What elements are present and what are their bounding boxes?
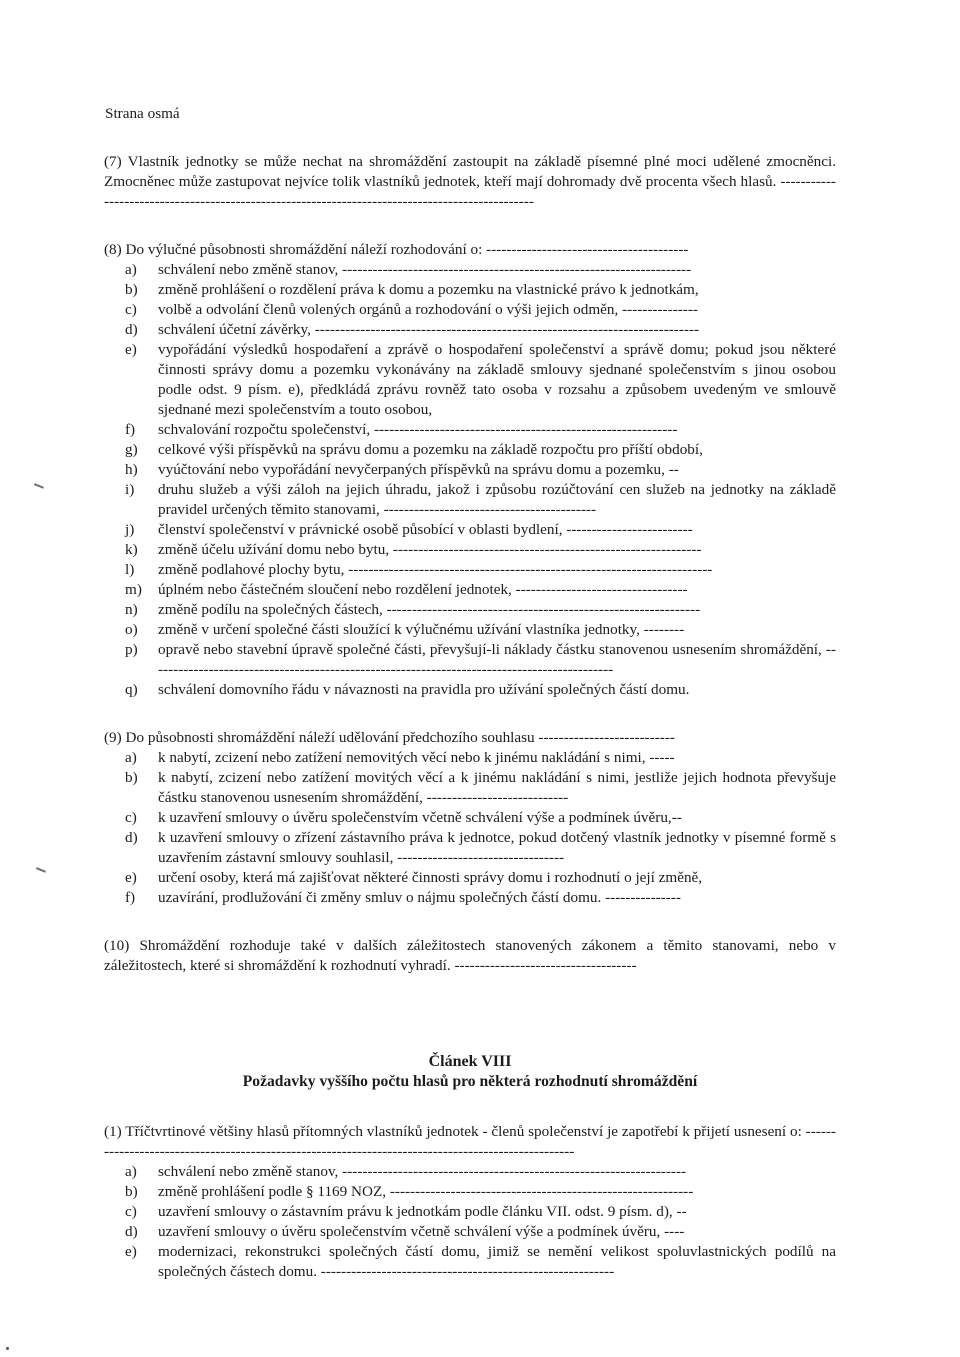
paragraph-8-list xyxy=(104,260,836,700)
list-item xyxy=(125,540,836,560)
list-item-marker: j) xyxy=(125,521,135,538)
list-item-marker: b) xyxy=(125,281,138,298)
list-item xyxy=(125,748,836,768)
list-item xyxy=(125,520,836,540)
list-item-marker: n) xyxy=(125,601,138,618)
list-item-marker: e) xyxy=(125,1243,137,1260)
list-item xyxy=(125,828,836,868)
list-item-marker: e) xyxy=(125,869,137,886)
list-item-marker: g) xyxy=(125,441,138,458)
article-paragraph-1-heading: (1) Tříčtvrtinové většiny hlasů přítomných vlastníků jednotek - členů společenství je zapotřebí k přijetí usnesení o: --------------------------------------------------------------------------------------------------- xyxy=(104,1123,836,1160)
list-item-text: členství společenství v právnické osobě působící v oblasti bydlení, ------------------------- xyxy=(158,521,693,538)
paragraph-8-heading: (8) Do výlučné působnosti shromáždění náleží rozhodování o: ---------------------------------------- xyxy=(104,241,689,258)
list-item-marker: i) xyxy=(125,481,135,498)
list-item-text: změně podlahové plochy bytu, ------------------------------------------------------------------------ xyxy=(158,561,713,578)
list-item xyxy=(125,768,836,808)
list-item-marker: a) xyxy=(125,749,137,766)
list-item-marker: a) xyxy=(125,261,137,278)
article-title: Článek VIII xyxy=(428,1053,512,1070)
list-item xyxy=(125,1202,836,1222)
list-item-marker: o) xyxy=(125,621,138,638)
list-item-text: schválení domovního řádu v návaznosti na pravidla pro užívání společných částí domu. xyxy=(158,681,690,698)
list-item-text: změně v určení společné části sloužící k výlučnému užívání vlastníka jednotky, -------- xyxy=(158,621,685,638)
list-item-marker: a) xyxy=(125,1163,137,1180)
list-item-marker: d) xyxy=(125,321,138,338)
list-item xyxy=(125,340,836,420)
list-item-marker: q) xyxy=(125,681,138,698)
margin-mark xyxy=(34,483,44,488)
margin-mark xyxy=(36,867,46,872)
list-item xyxy=(125,560,836,580)
paragraph-9-list xyxy=(104,748,836,908)
list-item-marker: k) xyxy=(125,541,138,558)
list-item-marker: c) xyxy=(125,809,137,826)
article-subtitle: Požadavky vyššího počtu hlasů pro některá rozhodnutí shromáždění xyxy=(242,1073,698,1090)
list-item-marker: e) xyxy=(125,341,137,358)
list-item-text: k uzavření smlouvy o úvěru společenstvím včetně schválení výše a podmínek úvěru,-- xyxy=(158,809,682,826)
list-item-marker: d) xyxy=(125,829,138,846)
list-item-marker: m) xyxy=(125,581,142,598)
list-item-text: vyúčtování nebo vypořádání nevyčerpaných příspěvků na správu domu a pozemku, -- xyxy=(158,461,679,478)
list-item xyxy=(125,1162,836,1182)
list-item-marker: p) xyxy=(125,641,138,658)
list-item-text: druhu služeb a výši záloh na jejich úhradu, jakož i způsobu rozúčtování cen služeb na jednotky na základě pravidel určených těmito stanovami, ------------------------------------------ xyxy=(158,481,836,518)
list-item-text: uzavírání, prodlužování či změny smluv o nájmu společných částí domu. --------------- xyxy=(158,889,681,906)
list-item-text: celkové výši příspěvků na správu domu a pozemku na základě rozpočtu pro příští období, xyxy=(158,441,703,458)
list-item-text: opravě nebo stavební úpravě společné části, převyšují-li náklady částku stanovenou usnesením shromáždění, -------------------------------------------------------------------------------------------- xyxy=(158,641,836,678)
paragraph-10: (10) Shromáždění rozhoduje také v dalších záležitostech stanovených zákonem a těmito stanovami, nebo v záležitostech, které si shromáždění k rozhodnutí vyhradí. ------------------------------------ xyxy=(104,937,836,974)
list-item-text: schvalování rozpočtu společenství, ------------------------------------------------------------ xyxy=(158,421,678,438)
list-item xyxy=(125,640,836,680)
page-label: Strana osmá xyxy=(105,105,180,122)
list-item xyxy=(125,888,836,908)
list-item xyxy=(125,1182,836,1202)
list-item-marker: f) xyxy=(125,889,136,906)
list-item xyxy=(125,480,836,520)
list-item-text: k uzavření smlouvy o zřízení zástavního práva k jednotce, pokud dotčený vlastník jednotky v písemné formě s uzavřením zástavní smlouvy souhlasil, --------------------------------- xyxy=(158,829,836,866)
list-item xyxy=(125,600,836,620)
list-item-text: určení osoby, která má zajišťovat některé činnosti správy domu i rozhodnutí o její změně, xyxy=(158,869,703,886)
list-item-text: změně prohlášení o rozdělení práva k domu a pozemku na vlastnické právo k jednotkám, xyxy=(158,281,699,298)
list-item-marker: h) xyxy=(125,461,138,478)
list-item xyxy=(125,260,836,280)
list-item xyxy=(125,420,836,440)
list-item-text: vypořádání výsledků hospodaření a zprávě o hospodaření společenství a správě domu; pokud jsou některé činnosti správy domu a pozemku vykonávány na základě smlouvy sjednané společenstvím s jinou osobou podle odst. 9 písm. e), předkládá zprávu rovněž tato osoba v rozsahu a způsobem uvedeným ve smlouvě sjednané mezi společenstvím a touto osobou, xyxy=(158,341,836,418)
list-item-marker: l) xyxy=(125,561,135,578)
list-item-marker: c) xyxy=(125,1203,137,1220)
list-item xyxy=(125,580,836,600)
list-item-text: schválení nebo změně stanov, --------------------------------------------------------------------- xyxy=(158,261,692,278)
list-item-text: uzavření smlouvy o úvěru společenstvím včetně schválení výše a podmínek úvěru, ---- xyxy=(158,1223,685,1240)
list-item-text: změně účelu užívání domu nebo bytu, ------------------------------------------------------------- xyxy=(158,541,702,558)
paragraph-9-heading: (9) Do působnosti shromáždění náleží udělování předchozího souhlasu --------------------------- xyxy=(104,729,675,746)
list-item xyxy=(125,1242,836,1282)
list-item-text: uzavření smlouvy o zástavním právu k jednotkám podle článku VII. odst. 9 písm. d), -- xyxy=(158,1203,687,1220)
list-item-text: k nabytí, zcizení nebo zatížení movitých věcí a k jinému nakládání s nimi, jestliže jejich hodnota převyšuje částku stanovenou usnesením shromáždění, ---------------------------- xyxy=(158,769,836,806)
list-item-text: volbě a odvolání členů volených orgánů a rozhodování o výši jejich odměn, --------------- xyxy=(158,301,698,318)
list-item xyxy=(125,868,836,888)
list-item-marker: c) xyxy=(125,301,137,318)
list-item xyxy=(125,440,836,460)
list-item xyxy=(125,680,836,700)
corner-dot xyxy=(6,1347,9,1350)
document-body xyxy=(104,152,836,1282)
list-item-text: schválení nebo změně stanov, -------------------------------------------------------------------- xyxy=(158,1163,687,1180)
list-item xyxy=(125,280,836,300)
list-item xyxy=(125,808,836,828)
list-item-marker: b) xyxy=(125,1183,138,1200)
paragraph-7: (7) Vlastník jednotky se může nechat na shromáždění zastoupit na základě písemné plné moci udělené zmocněnci. Zmocněnec může zastupovat nejvíce tolik vlastníků jednotek, kteří mají dohromady dvě procenta všech hlasů. ------------------------------------------------------------------------------------------------ xyxy=(104,153,836,210)
list-item-text: změně podílu na společných částech, -------------------------------------------------------------- xyxy=(158,601,701,618)
list-item-marker: b) xyxy=(125,769,138,786)
list-item-marker: d) xyxy=(125,1223,138,1240)
list-item-text: modernizaci, rekonstrukci společných částí domu, jimiž se nemění velikost spoluvlastnických podílů na společných částech domu. ---------------------------------------------------------- xyxy=(158,1243,836,1280)
list-item xyxy=(125,1222,836,1242)
list-item-text: změně prohlášení podle § 1169 NOZ, ------------------------------------------------------------ xyxy=(158,1183,694,1200)
list-item-text: úplném nebo částečném sloučení nebo rozdělení jednotek, ---------------------------------- xyxy=(158,581,688,598)
list-item-text: k nabytí, zcizení nebo zatížení nemovitých věcí nebo k jinému nakládání s nimi, ----- xyxy=(158,749,675,766)
list-item-text: schválení účetní závěrky, ---------------------------------------------------------------------------- xyxy=(158,321,700,338)
article-paragraph-1-list xyxy=(104,1162,836,1282)
list-item xyxy=(125,460,836,480)
list-item xyxy=(125,320,836,340)
list-item xyxy=(125,300,836,320)
list-item-marker: f) xyxy=(125,421,136,438)
list-item xyxy=(125,620,836,640)
